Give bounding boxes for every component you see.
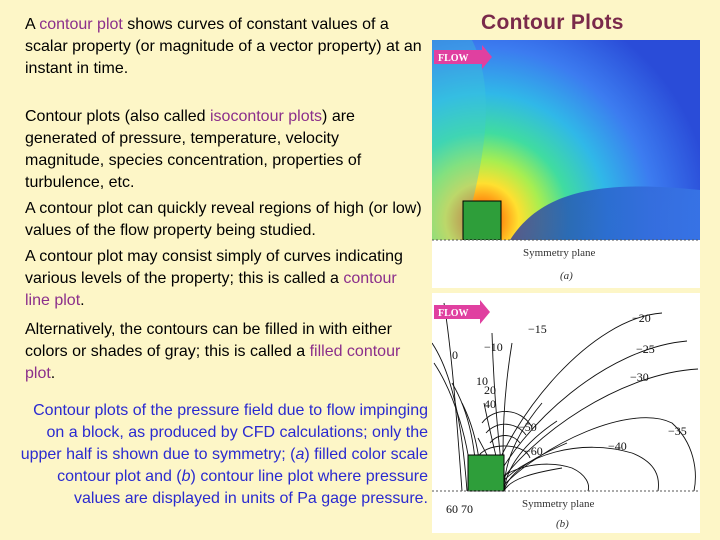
text: A contour plot may consist simply of curves indicating various levels of the property; this is called a (25, 248, 403, 287)
contour-line-svg (432, 293, 700, 533)
slide-title: Contour Plots (481, 11, 624, 34)
symmetry-plane-label: Symmetry plane (522, 498, 595, 510)
caption-panel-a: a (295, 446, 305, 463)
paragraph-isocontour (25, 106, 420, 194)
contour-label: 60 70 (446, 502, 473, 516)
term-isocontour-plots: isocontour plots (209, 108, 323, 125)
term-contour-line-plot: contour line plot (25, 270, 397, 309)
symmetry-plane-label: Symmetry plane (523, 247, 596, 259)
block (468, 455, 504, 491)
contour-label: −40 (608, 439, 627, 453)
contour-label: −15 (528, 322, 547, 336)
contour-line-figure (432, 293, 700, 533)
contour-label: 40 (484, 397, 496, 411)
contour-label: −50 (518, 420, 537, 434)
term-contour-plot: contour plot (39, 16, 123, 33)
text: A contour plot can quickly reveal regions of high (or low) values of the flow property being studied. (25, 200, 422, 239)
paragraph-reveal-regions (25, 198, 423, 242)
filled-contour-figure (432, 40, 700, 288)
text: shows curves of constant values of a scalar property (or magnitude of a vector property) at an instant in time. (25, 16, 422, 77)
contour-label: −10 (484, 340, 503, 354)
block (463, 201, 501, 240)
contour-label: −60 (524, 444, 543, 458)
contour-label: 10 (476, 374, 488, 388)
contour-label: −35 (668, 424, 687, 438)
text: ) are generated of pressure, temperature, velocity magnitude, species concentration, properties of turbulence, etc. (25, 108, 362, 191)
text: Contour plots (also called (25, 108, 210, 125)
text: ) contour line plot where pressure values are displayed in units of Pa gage pressure. (74, 468, 428, 507)
contour-label: −25 (636, 342, 655, 356)
contour-label: −20 (632, 311, 651, 325)
contour-label: 0 (452, 348, 458, 362)
paragraph-contour-line-plot (25, 246, 415, 312)
panel-label-b: (b) (556, 518, 569, 530)
text: . (80, 292, 85, 309)
contour-label: 20 (484, 383, 496, 397)
text: Alternatively, the contours can be filled in with either colors or shades of gray; this is called a (25, 321, 393, 360)
flow-label: FLOW (438, 53, 469, 64)
text: A (25, 16, 40, 33)
filled-contour-svg (432, 40, 700, 288)
text: Contour plots of the pressure field due to flow impinging on a block, as produced by CFD calculations; only the upper half is shown due to symmetry; ( (20, 402, 428, 463)
contour-label: −30 (630, 370, 649, 384)
term-filled-contour-plot: filled contour plot (25, 343, 401, 382)
text: ) filled color scale contour plot and ( (57, 446, 428, 485)
caption-panel-b: b (181, 468, 191, 485)
flow-label: FLOW (438, 308, 469, 319)
paragraph-filled-contour-plot (25, 319, 405, 385)
text: . (50, 365, 56, 382)
panel-label-a: (a) (560, 270, 573, 282)
paragraph-contour-plot (25, 14, 425, 80)
figure-caption (12, 400, 428, 510)
